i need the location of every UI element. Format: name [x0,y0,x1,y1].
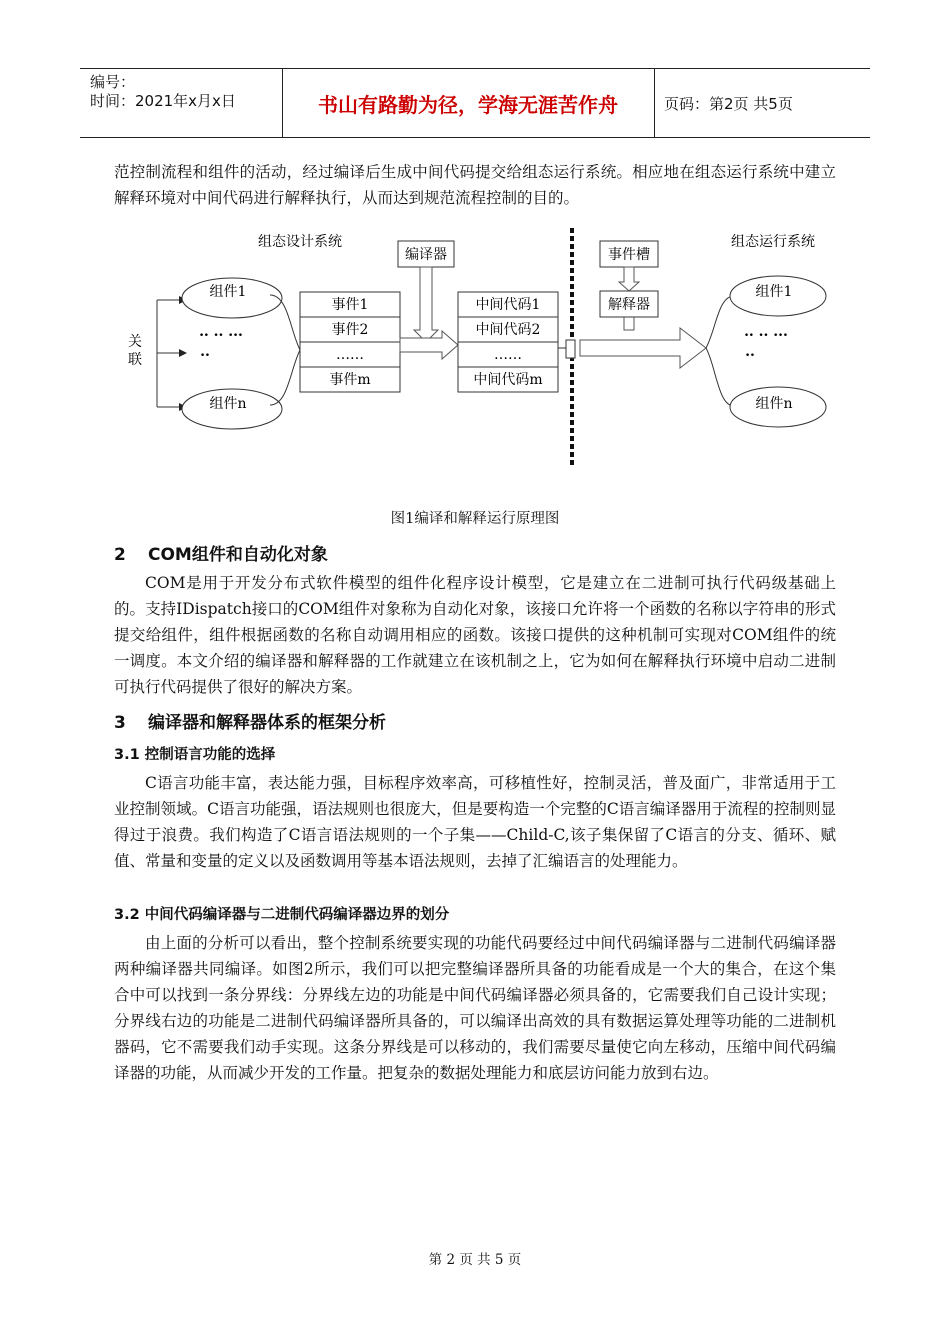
page-header [80,68,870,138]
figure-caption: 图1编译和解释运行原理图 [390,511,560,527]
design-system-label: 组态设计系统 [258,234,342,250]
header-code-label: 编号： [90,73,136,91]
right-ellipsis: .. [745,344,755,360]
header-meta [90,73,236,111]
event-slot-arrow [619,267,639,291]
left-ellipsis: .. [200,344,210,360]
compiler-arrow [414,267,438,342]
compiler-label: 编译器 [405,247,447,263]
subsection-heading: 3.2 中间代码编译器与二进制代码编译器边界的划分 [114,907,450,923]
intro-paragraph: 范控制流程和组件的活动，经过编译后生成中间代码提交给组态运行系统。相应地在组态运行系统中建立解释环境对中间代码进行解释执行，从而达到规范流程控制的目的。 [114,163,836,207]
runtime-system-label: 组态运行系统 [731,234,815,250]
event-row: 事件m [329,372,371,388]
section-heading [114,540,328,565]
header-motto: 书山有路勤为径，学海无涯苦作舟 [318,93,618,117]
section-number: 3 [114,713,126,733]
association-label-top: 关 [128,334,142,350]
subsection-heading: 3.1 控制语言功能的选择 [114,747,276,763]
event-slot-label: 事件槽 [608,247,650,263]
code-row: 中间代码m [473,372,543,388]
event-row: …… [336,347,364,363]
header-time-label: 时间：2021年x月x日 [90,92,236,110]
header-page-label: 页码：第2页 共5页 [664,95,793,113]
right-ellipsis: .. .. ... [744,324,788,340]
section-title: 编译器和解释器体系的框架分析 [148,713,386,733]
section-title: COM组件和自动化对象 [148,545,328,565]
section-heading [114,708,386,733]
page-footer: 第 2 页 共 5 页 [428,1252,522,1268]
left-component-n: 组件n [209,396,247,412]
left-ellipsis: .. .. ... [199,324,243,340]
code-row: 中间代码2 [475,322,541,338]
section3-2-paragraph: 由上面的分析可以看出，整个控制系统要实现的功能代码要经过中间代码编译器与二进制代码编译器两种编译器共同编译。如图2所示，我们可以把完整编译器所具备的功能看成是一个大的集合，在这个集合中可以找到一条分界线：分界线左边的功能是中间代码编译器必须具备的，它需要我们自己设计实现；分界线右边的功能是二进制代码编译器所具备的，可以编译出高效的具有数据运算处理等功能的二进制机器码，它不需要我们动手实现。这条分界线是可以移动的，我们需要尽量使它向左移动，压缩中间代码编译器的功能，从而减少开发的工作量。把复杂的数据处理能力和底层访问能力放到右边。 [114,934,836,1082]
section2-paragraph: COM是用于开发分布式软件模型的组件化程序设计模型，它是建立在二进制可执行代码级基础上的。支持IDispatch接口的COM组件对象称为自动化对象，该接口允许将一个函数的名称以字符串的形式提交给组件，组件根据函数的名称自动调用相应的函数。该接口提供的这种机制可实现对COM组件的统一调度。本文介绍的编译器和解释器的工作就建立在该机制之上，它为如何在解释执行环境中启动二进制可执行代码提供了很好的解决方案。 [114,574,836,696]
event-row: 事件1 [331,297,369,313]
connector-curve [270,295,300,405]
boundary-gate [566,340,575,358]
left-component-1: 组件1 [209,284,247,300]
event-row: 事件2 [331,322,369,338]
right-component-1: 组件1 [755,284,793,300]
header-divider [654,69,655,137]
runtime-arrow [580,328,706,368]
connector-curve [706,296,734,348]
interpreter-label: 解释器 [608,297,650,313]
right-component-n: 组件n [755,396,793,412]
section3-1-paragraph: C语言功能丰富，表达能力强，目标程序效率高，可移植性好，控制灵活，普及面广，非常适用于工业控制领域。C语言功能强，语法规则也很庞大，但是要构造一个完整的C语言编译器用于流程的控制则显得过于浪费。我们构造了C语言语法规则的一个子集——Child-C,该子集保留了C语言的分支、循环、赋值、常量和变量的定义以及函数调用等基本语法规则，去掉了汇编语言的处理能力。 [114,774,836,870]
interpreter-arrow [624,317,634,330]
association-label-bottom: 联 [128,352,142,368]
code-row: 中间代码1 [475,297,541,313]
compile-interpret-diagram [0,222,950,472]
connector-curve [706,348,734,406]
section-number: 2 [114,545,126,565]
code-row: …… [494,347,522,363]
